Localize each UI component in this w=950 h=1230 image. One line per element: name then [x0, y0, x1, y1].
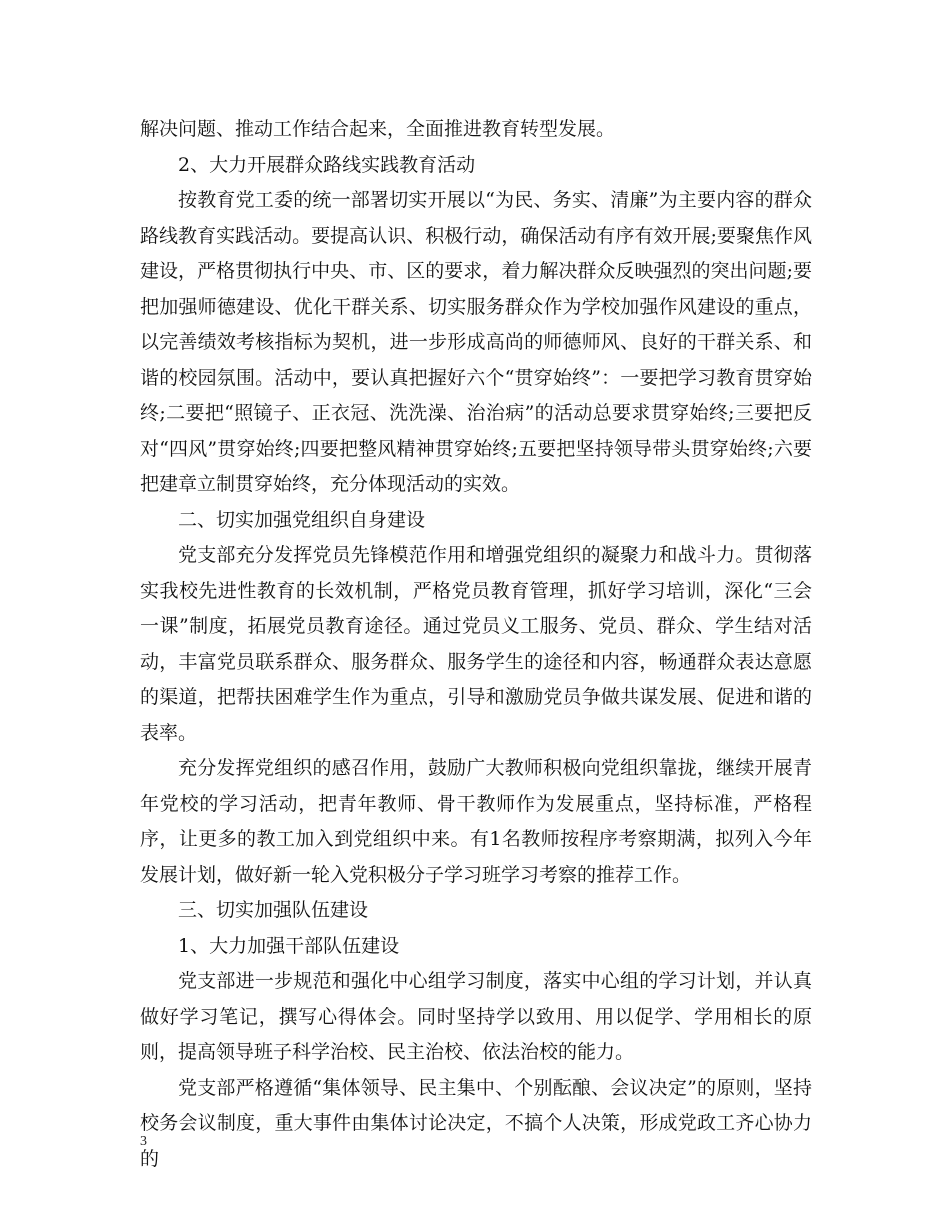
- paragraph-2-heading: 2、大力开展群众路线实践教育活动: [178, 153, 476, 176]
- document-body: [140, 112, 812, 1177]
- paragraph-6: 充分发挥党组织的感召作用，鼓励广大教师积极向党组织靠拢，继续开展青年党校的学习活动，把青年教师、骨干教师作为发展重点，坚持标准，严格程序，让更多的教工加入到党组织中来。有1名教师按程序考察期满，拟列入今年发展计划，做好新一轮入党积极分子学习班学习考察的推荐工作。: [140, 757, 812, 886]
- paragraph-1: 解决问题、推动工作结合起来，全面推进教育转型发展。: [140, 118, 616, 140]
- paragraph-4-heading: 二、切实加强党组织自身建设: [178, 508, 426, 531]
- paragraph-7-heading: 三、切实加强队伍建设: [178, 899, 369, 921]
- paragraph-3: 按教育党工委的统一部署切实开展以“为民、务实、清廉”为主要内容的群众路线教育实践活动。要提高认识、积极行动，确保活动有序有效开展;要聚焦作风建设，严格贯彻执行中央、市、区的要求，着力解决群众反映强烈的突出问题;要把加强师德建设、优化干群关系、切实服务群众作为学校加强作风建设的重点，以完善绩效考核指标为契机，进一步形成高尚的师德师风、良好的干群关系、和谐的校园氛围。活动中，要认真把握好六个“贯穿始终”：一要把学习教育贯穿始终;二要把“照镜子、正衣冠、洗洗澡、治治病”的活动总要求贯穿始终;三要把反对“四风”贯穿始终;四要把整风精神贯穿始终;五要把坚持领导带头贯穿始终;六要把建章立制贯穿始终，充分体现活动的实效。: [140, 189, 812, 495]
- paragraph-10: 党支部严格遵循“集体领导、民主集中、个别酝酿、会议决定”的原则，坚持校务会议制度，重大事件由集体讨论决定，不搞个人决策，形成党政工齐心协力的: [140, 1076, 812, 1170]
- paragraph-9: 党支部进一步规范和强化中心组学习制度，落实中心组的学习计划，并认真做好学习笔记，撰写心得体会。同时坚持学以致用、用以促学、学用相长的原则，提高领导班子科学治校、民主治校、依法治校的能力。: [140, 970, 812, 1063]
- paragraph-8-heading: 1、大力加强干部队伍建设: [178, 934, 400, 957]
- paragraph-5: 党支部充分发挥党员先锋模范作用和增强党组织的凝聚力和战斗力。贯彻落实我校先进性教育的长效机制，严格党员教育管理，抓好学习培训，深化“三会一课”制度，拓展党员教育途径。通过党员义工服务、党员、群众、学生结对活动，丰富党员联系群众、服务群众、服务学生的途径和内容，畅通群众表达意愿的渠道，把帮扶困难学生作为重点，引导和激励党员争做共谋发展、促进和谐的表率。: [140, 544, 812, 744]
- page-number: 3: [140, 1134, 147, 1149]
